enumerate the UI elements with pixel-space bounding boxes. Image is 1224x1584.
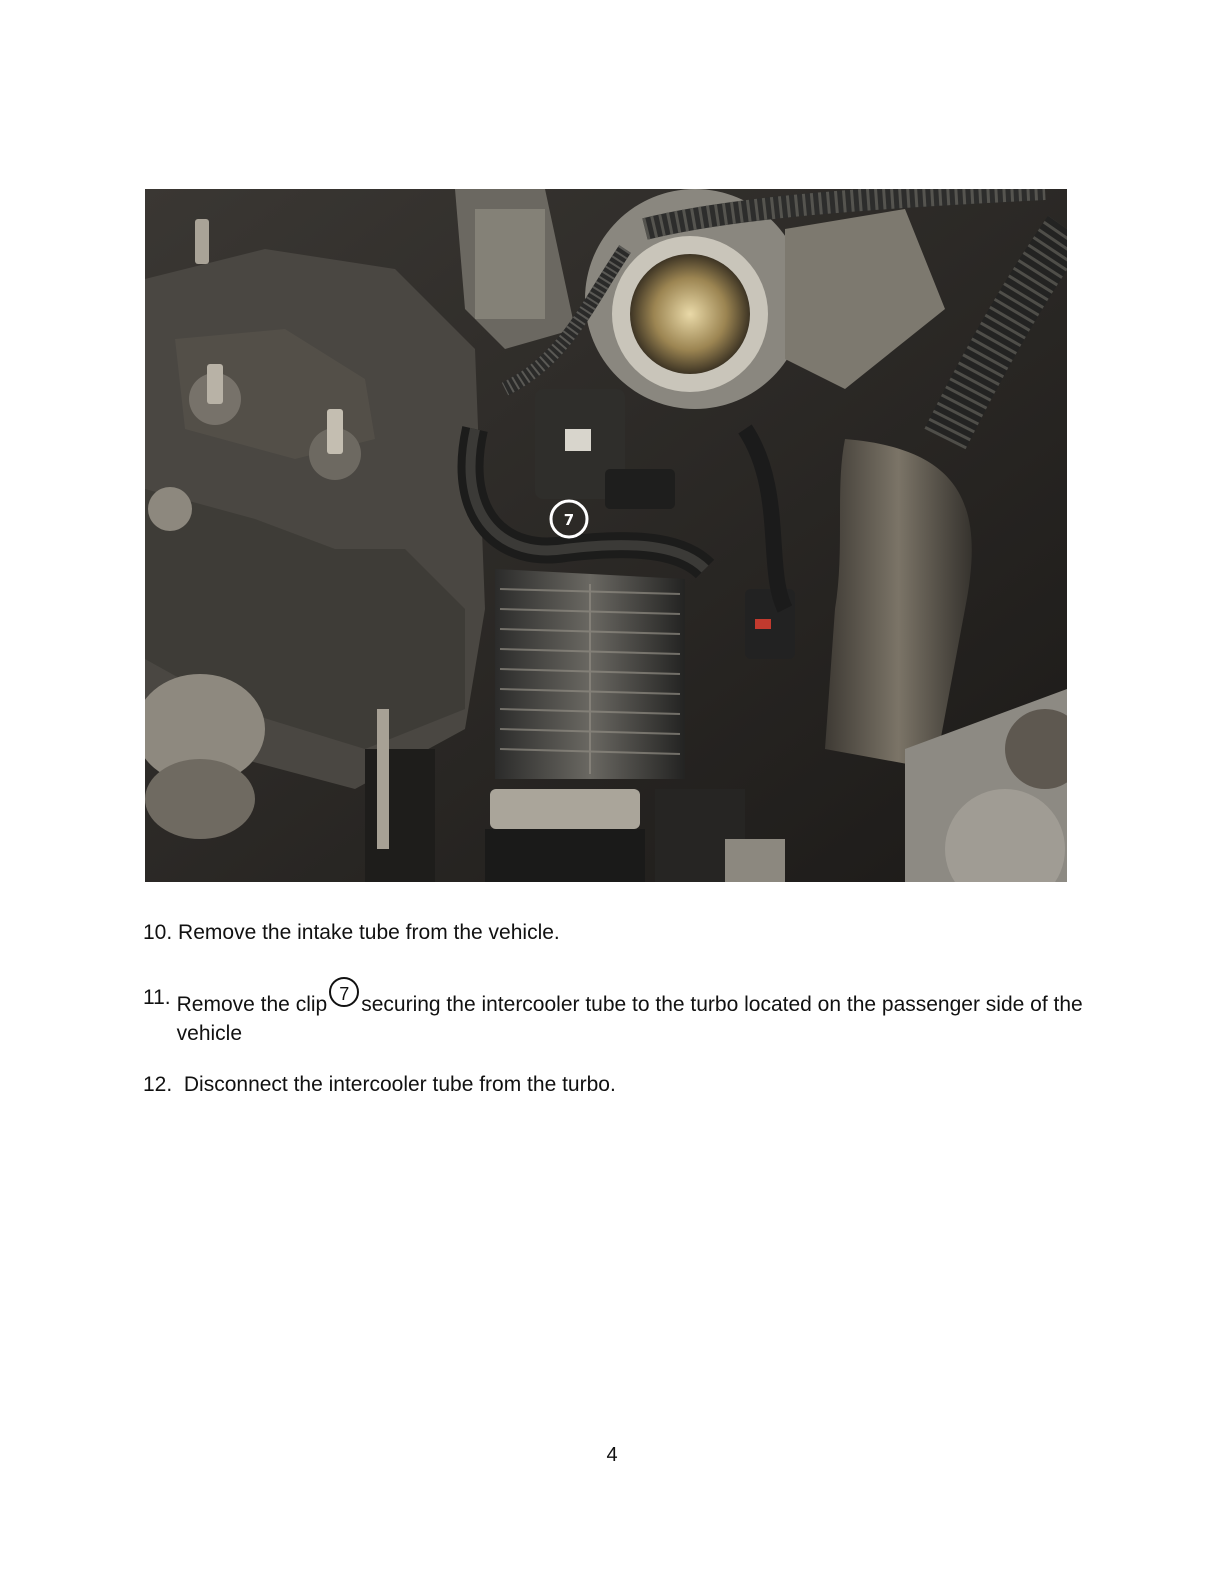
engine-bay-illustration	[145, 189, 1067, 882]
inline-callout-7: 7	[329, 977, 359, 1007]
step-number: 10.	[143, 921, 173, 944]
step-number: 11.	[143, 986, 171, 1009]
step-11	[143, 983, 1083, 1048]
step-10	[143, 918, 560, 947]
page-number: 4	[606, 1444, 618, 1466]
step-text: Remove the intake tube from the vehicle.	[178, 921, 560, 944]
step-number: 12.	[143, 1073, 173, 1096]
engine-bay-photo	[145, 189, 1067, 882]
step-text: Disconnect the intercooler tube from the turbo.	[178, 1073, 616, 1096]
step-12	[143, 1070, 616, 1099]
step-text: Remove the clip 7 securing the intercooler tube to the turbo located on the passenger side of the vehicle	[171, 983, 1083, 1048]
svg-text:7: 7	[563, 511, 575, 529]
